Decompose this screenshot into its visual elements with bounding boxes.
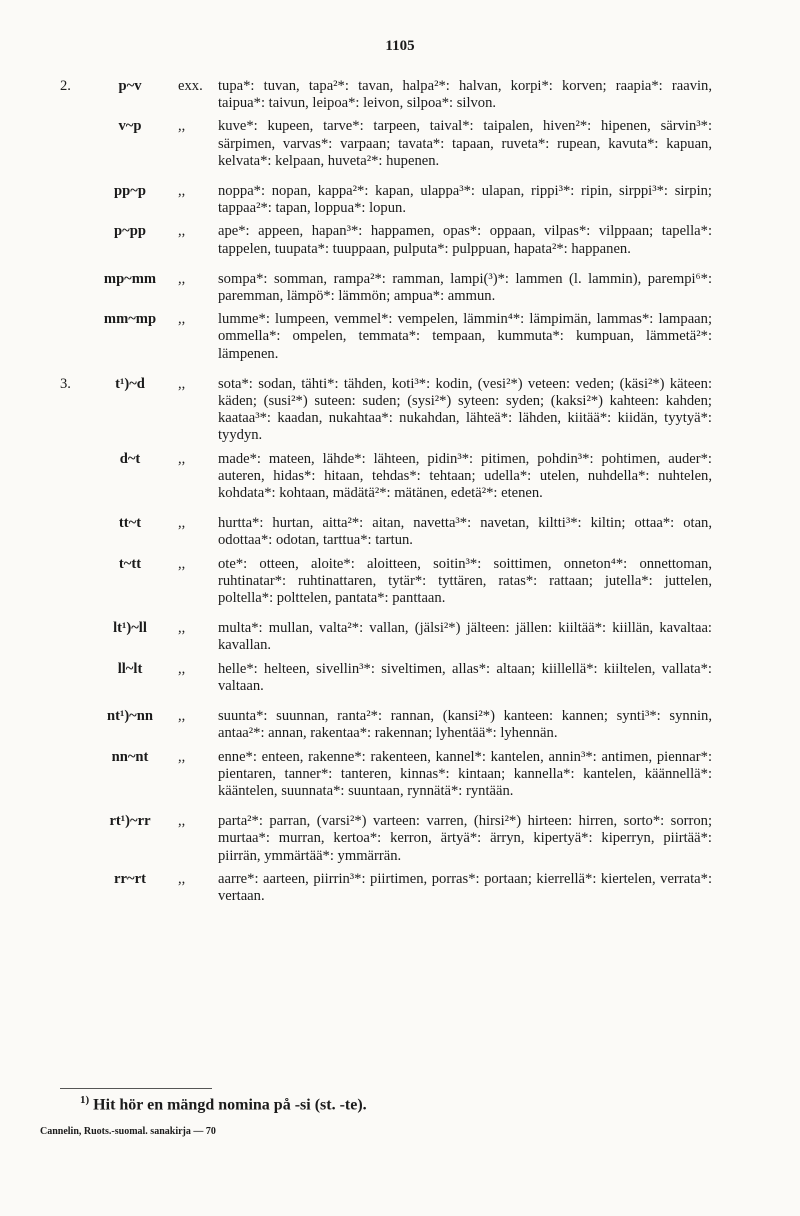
entry-alternation-label: rt¹)~rr <box>109 813 151 830</box>
entry-examples-text: enne*: enteen, rakenne*: rakenteen, kannel*: kantelen, annin³*: antimen, piennar*: pientaren, tanner*: tanteren, kinnas*: kintaan; kannella*: kantelen, käännellä*: kääntelen, suunnata*: suuntaan, rynnätä*: ryntään. <box>218 748 712 799</box>
entry-row <box>60 620 712 654</box>
entry-section-number <box>60 813 82 865</box>
page-footer: Cannelin, Ruots.-suomal. sanakirja — 70 <box>40 1126 216 1137</box>
entry-section-number <box>60 620 82 654</box>
entry-section-number <box>60 749 82 801</box>
entry-alternation-label: lt¹)~ll <box>113 620 147 637</box>
footnote <box>80 1094 367 1114</box>
entry-alternation-label: t~tt <box>118 555 142 572</box>
entry-list <box>60 78 712 905</box>
entry-ditto-mark: ,, <box>178 813 186 830</box>
entry-alternation-label: tt~t <box>118 515 142 532</box>
entry-section-number: 2. <box>60 78 71 94</box>
entry-section-number <box>60 311 82 363</box>
entry-ditto-mark: ,, <box>178 555 186 572</box>
entry-row <box>60 271 712 305</box>
entry-ditto-mark: ,, <box>178 450 186 467</box>
entry-ditto-mark: ,, <box>178 620 186 637</box>
entry-ditto-mark: exx. <box>178 78 203 94</box>
entry-examples-text: lumme*: lumpeen, vemmel*: vempelen, lämmin⁴*: lämpimän, lammas*: lampaan; ommella*: ompelen, temmata*: tempaan, kummuta*: kumpuan, lämmetä²*: lämpenen. <box>218 311 712 362</box>
entry-alternation-label: pp~p <box>114 183 146 200</box>
entry-alternation-label: rr~rt <box>114 870 146 887</box>
entry-row <box>60 311 712 363</box>
entry-ditto-mark: ,, <box>178 118 186 135</box>
entry-section-number <box>60 118 82 170</box>
entry-alternation-label: mp~mm <box>103 270 157 287</box>
entry-ditto-mark: ,, <box>178 183 186 200</box>
entry-examples-text: ape*: appeen, hapan³*: happamen, opas*: oppaan, vilpas*: vilppaan; tapella*: tappelen, tuupata*: tuuppaan, pulputa*: pulppuan, hapata²*: happanen. <box>218 223 712 257</box>
entry-row <box>60 749 712 801</box>
entry-section-number <box>60 271 82 305</box>
entry-alternation-label: p~v <box>118 78 142 94</box>
entry-alternation-label: mm~mp <box>103 311 157 328</box>
entry-row <box>60 556 712 608</box>
entry-section-number <box>60 871 82 905</box>
entry-ditto-mark: ,, <box>178 375 186 392</box>
entry-section-number <box>60 451 82 503</box>
entry-section-number <box>60 223 82 257</box>
entry-examples-text: sompa*: somman, rampa²*: ramman, lampi(³)*: lammen (l. lammin), parempi⁶*: paremman, lämpö*: lämmön; ampua*: ammun. <box>218 270 712 305</box>
entry-examples-text: multa*: mullan, valta²*: vallan, (jälsi²*) jälteen: jällen: kiiltää*: kiillän, kavaltaa: kavallan. <box>218 620 712 654</box>
footnote-text: Hit hör en mängd nomina på -si (st. -te). <box>93 1096 367 1114</box>
entry-section-number <box>60 515 82 549</box>
entry-alternation-label: ll~lt <box>117 660 143 677</box>
footnote-marker: 1) <box>80 1094 90 1106</box>
entry-ditto-mark: ,, <box>178 870 186 887</box>
entry-examples-text: parta²*: parran, (varsi²*) varteen: varren, (hirsi²*) hirteen: hirren, sorto*: sorron; murtaa*: murran, kertoa*: kerron, ärtyä*: ärryn, kipertyä*: kiperryn, piirtää*: piirrän, ymmärtää*: ymmärrän. <box>218 813 712 864</box>
entry-section-number <box>60 556 82 608</box>
entry-row <box>60 118 712 170</box>
entry-row <box>60 813 712 865</box>
entry-section-number <box>60 708 82 742</box>
entry-alternation-label: p~pp <box>114 223 146 240</box>
entry-ditto-mark: ,, <box>178 223 186 240</box>
entry-examples-text: ote*: otteen, aloite*: aloitteen, soitin³*: soittimen, onneton⁴*: onnettoman, ruhtinatar*: ruhtinattaren, tytär*: tyttären, ratas*: rattaan; jutella*: juttelen, poltella*: polttelen, pantata*: panttaan. <box>218 555 712 607</box>
entry-row <box>60 78 712 112</box>
entry-section-number <box>60 183 82 217</box>
entry-section-number <box>60 661 82 695</box>
entry-alternation-label: v~p <box>118 118 142 135</box>
entry-row <box>60 871 712 905</box>
entry-ditto-mark: ,, <box>178 660 186 677</box>
entry-section-number: 3. <box>60 375 71 392</box>
entry-examples-text: made*: mateen, lähde*: lähteen, pidin³*: pitimen, pohdin³*: pohtimen, auder*: auteren, hidas*: hitaan, tehdas*: tehtaan; udella*: utelen, nuhdella*: nuhtelen, kohdata*: kohtaan, mädätä²*: mätänen, edetä²*: etenen. <box>218 450 712 502</box>
entry-examples-text: suunta*: suunnan, ranta²*: rannan, (kansi²*) kanteen: kannen; synti³*: synnin, antaa²*: annan, rakentaa*: rakennan; lyhentää*: lyhennän. <box>218 708 712 742</box>
entry-row <box>60 515 712 549</box>
entry-ditto-mark: ,, <box>178 311 186 328</box>
entry-alternation-label: nt¹)~nn <box>106 708 154 725</box>
entry-examples-text: tupa*: tuvan, tapa²*: tavan, halpa²*: halvan, korpi*: korven; raapia*: raavin, taipua*: taivun, leipoa*: leivon, silpoa*: silvon. <box>218 78 712 112</box>
entry-ditto-mark: ,, <box>178 708 186 725</box>
entry-examples-text: hurtta*: hurtan, aitta²*: aitan, navetta³*: navetan, kiltti³*: kiltin; ottaa*: otan, odottaa*: odotan, tarttua*: tartun. <box>218 515 712 549</box>
entry-row <box>60 183 712 217</box>
entry-examples-text: kuve*: kupeen, tarve*: tarpeen, taival*: taipalen, hiven²*: hipenen, särvin³*: särpimen, varvas*: varpaan; tavata*: tapaan, ruveta*: rupean, kavuta*: kapuan, kelvata*: kelpaan, huveta²*: hupenen. <box>218 118 712 169</box>
entry-examples-text: helle*: helteen, sivellin³*: siveltimen, allas*: altaan; kiillellä*: kiiltelen, vallata*: valtaan. <box>218 660 712 694</box>
entry-alternation-label: nn~nt <box>111 748 149 765</box>
entry-row <box>60 223 712 257</box>
entry-row <box>60 661 712 695</box>
entry-alternation-label: t¹)~d <box>115 375 145 392</box>
entry-row <box>60 376 712 445</box>
entry-alternation-label: d~t <box>119 450 141 467</box>
entry-row <box>60 708 712 742</box>
entry-ditto-mark: ,, <box>178 270 186 287</box>
entry-row <box>60 451 712 503</box>
page-number: 1105 <box>385 38 415 54</box>
footnote-divider <box>60 1088 212 1089</box>
entry-examples-text: aarre*: aarteen, piirrin³*: piirtimen, porras*: portaan; kierrellä*: kiertelen, verrata*: vertaan. <box>218 870 712 904</box>
entry-ditto-mark: ,, <box>178 748 186 765</box>
entry-examples-text: sota*: sodan, tähti*: tähden, koti³*: kodin, (vesi²*) veteen: veden; (käsi²*) käteen: käden; (susi²*) suteen: suden; (sysi²*) syteen: syden; (kaksi²*) kahteen: kahden; kaataa³*: kaadan, nukahtaa*: nukahdan, lähteä*: lähden, kiitää*: kiidän, tyytyä*: tyydyn. <box>218 375 712 444</box>
entry-ditto-mark: ,, <box>178 515 186 532</box>
entry-examples-text: noppa*: nopan, kappa²*: kapan, ulappa³*: ulapan, rippi³*: ripin, sirppi³*: sirpin; tappaa²*: tapan, loppua*: lopun. <box>218 183 712 217</box>
